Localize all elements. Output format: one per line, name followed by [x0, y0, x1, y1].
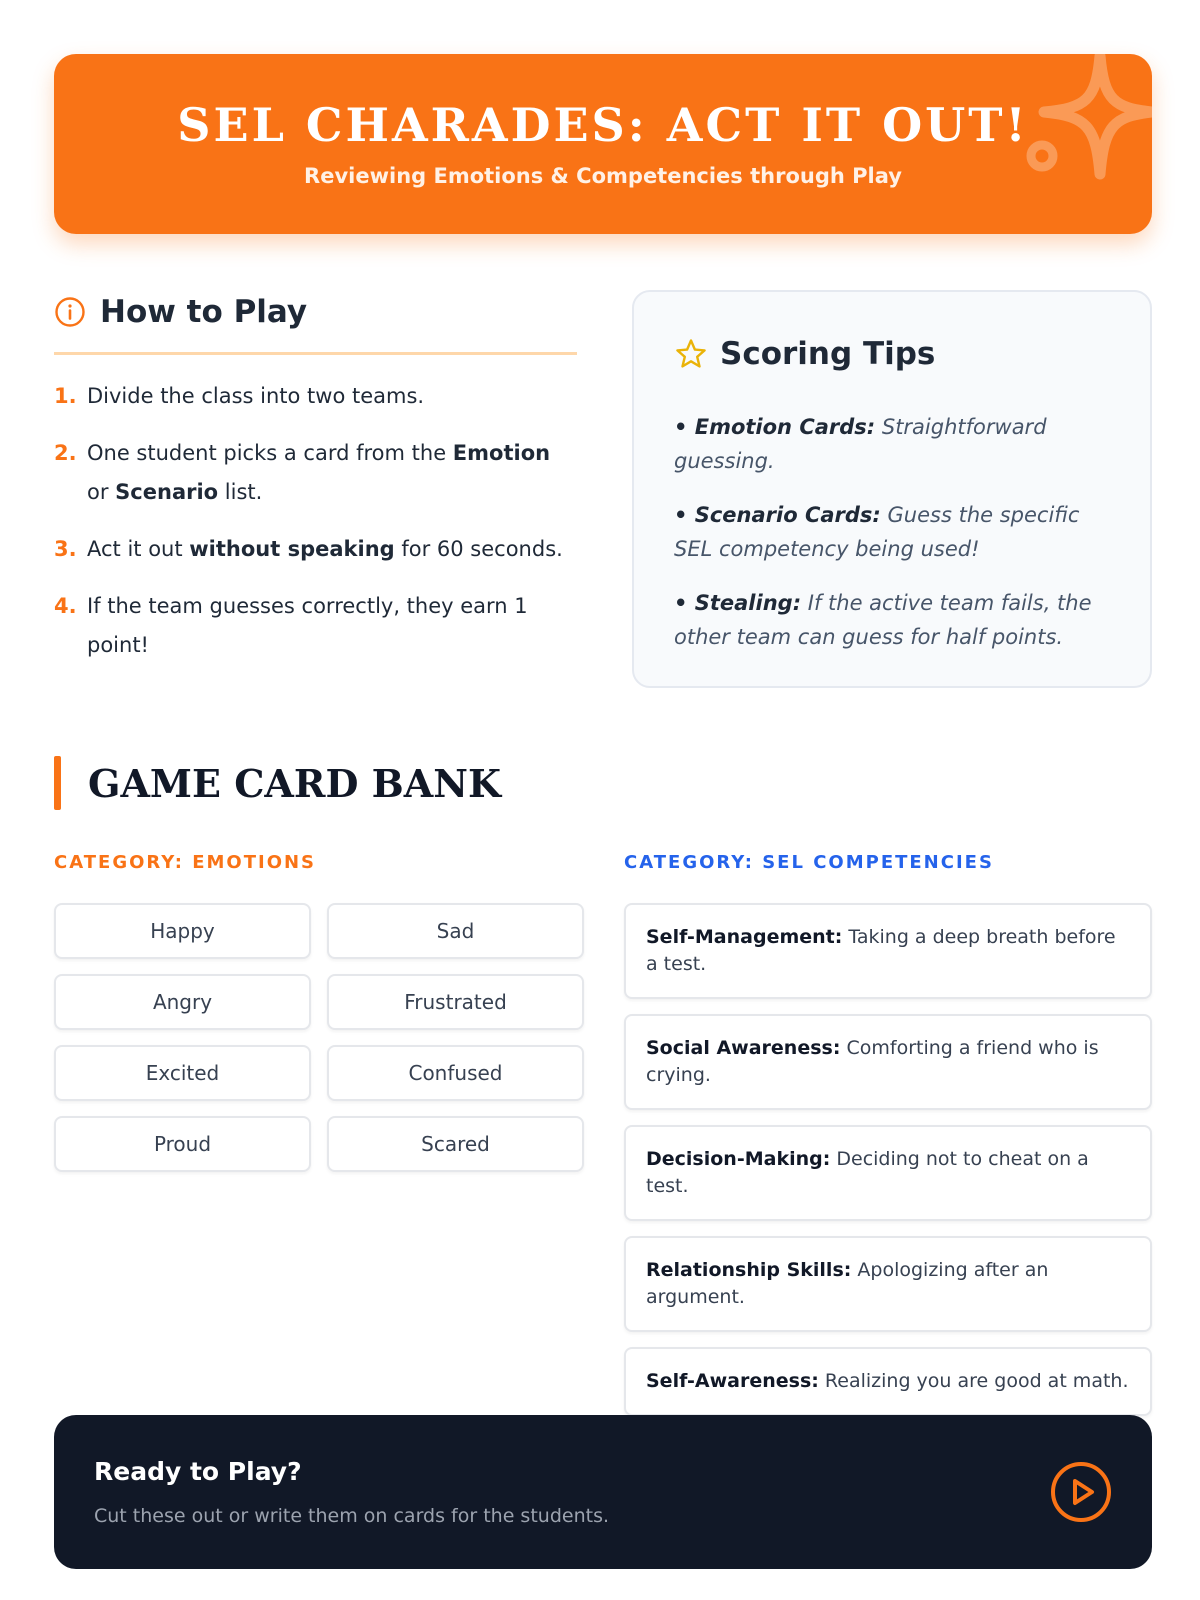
- emotion-card[interactable]: Proud: [54, 1116, 311, 1172]
- how-to-play-title: How to Play: [100, 294, 308, 330]
- competency-scenario: Deciding not to cheat on a test.: [646, 1148, 1089, 1197]
- scoring-tip: [674, 586, 1110, 654]
- step-item: [54, 587, 577, 665]
- card-bank-title: GAME CARD BANK: [88, 760, 502, 806]
- competency-name: Decision-Making:: [646, 1148, 831, 1170]
- emotion-card[interactable]: Excited: [54, 1045, 311, 1101]
- step-text-part: for 60 seconds.: [394, 537, 563, 561]
- scoring-tips-panel: [632, 290, 1152, 688]
- sel-category-label: CATEGORY: SEL COMPETENCIES: [624, 852, 994, 873]
- step-text-part: list.: [218, 480, 263, 504]
- competency-card[interactable]: [624, 1236, 1152, 1332]
- scoring-tip: [674, 410, 1110, 478]
- competency-scenario: Apologizing after an argument.: [646, 1259, 1049, 1308]
- competency-name: Self-Awareness:: [646, 1370, 819, 1392]
- competency-scenario: Comforting a friend who is crying.: [646, 1037, 1099, 1086]
- competency-scenario: Taking a deep breath before a test.: [646, 926, 1116, 975]
- step-emphasis: Scenario: [115, 480, 219, 504]
- competency-name: Self-Management:: [646, 926, 843, 948]
- emotion-card[interactable]: Frustrated: [327, 974, 584, 1030]
- competency-card[interactable]: [624, 1347, 1152, 1416]
- ready-to-play-banner: [54, 1415, 1152, 1569]
- steps-list: [54, 377, 577, 665]
- step-item: [54, 377, 577, 416]
- how-to-play-heading: [54, 288, 577, 336]
- step-text: [87, 377, 424, 416]
- page-subtitle: Reviewing Emotions & Competencies through Play: [304, 164, 902, 188]
- step-number: 2.: [54, 441, 77, 465]
- step-text-part: One student picks a card from the: [87, 441, 453, 465]
- step-text-part: If the team guesses correctly, they earn 1 point!: [87, 594, 528, 657]
- competency-card[interactable]: [624, 1125, 1152, 1221]
- title-banner: [54, 54, 1152, 234]
- footer-title: Ready to Play?: [94, 1457, 302, 1486]
- scoring-tips-heading: [674, 332, 1110, 376]
- emotion-card[interactable]: Confused: [327, 1045, 584, 1101]
- info-icon: [54, 296, 86, 328]
- footer-text: Cut these out or write them on cards for the students.: [94, 1505, 610, 1527]
- competency-name: Social Awareness:: [646, 1037, 841, 1059]
- competency-card[interactable]: [624, 903, 1152, 999]
- scoring-tip: [674, 498, 1110, 566]
- emotion-card[interactable]: Happy: [54, 903, 311, 959]
- step-text: [87, 587, 577, 665]
- step-text: [87, 530, 563, 569]
- competency-scenario: Realizing you are good at math.: [818, 1370, 1129, 1392]
- tip-text: Guess the specific SEL competency being used!: [674, 503, 1080, 561]
- emotions-category-label: CATEGORY: EMOTIONS: [54, 852, 317, 873]
- page-title: SEL CHARADES: ACT IT OUT!: [177, 98, 1029, 152]
- card-bank-heading: [54, 756, 501, 810]
- step-text-part: or: [87, 480, 116, 504]
- emotion-card[interactable]: Scared: [327, 1116, 584, 1172]
- tip-text: If the active team fails, the other team can guess for half points.: [674, 591, 1092, 649]
- step-text: [87, 434, 577, 512]
- tip-label: • Emotion Cards:: [674, 415, 876, 439]
- competency-name: Relationship Skills:: [646, 1259, 852, 1281]
- step-emphasis: without speaking: [189, 537, 395, 561]
- tip-text: Straightforward guessing.: [674, 415, 1047, 473]
- step-emphasis: Emotion: [452, 441, 551, 465]
- step-item: [54, 434, 577, 512]
- emotion-card[interactable]: Angry: [54, 974, 311, 1030]
- scoring-tips-title: Scoring Tips: [720, 336, 936, 372]
- step-text-part: Act it out: [87, 537, 190, 561]
- emotion-cards-grid: [54, 903, 584, 1172]
- step-item: [54, 530, 577, 569]
- step-number: 3.: [54, 537, 77, 561]
- step-number: 4.: [54, 594, 77, 618]
- competency-card[interactable]: [624, 1014, 1152, 1110]
- tip-label: • Stealing:: [674, 591, 802, 615]
- star-icon: [674, 337, 708, 371]
- emotion-card[interactable]: Sad: [327, 903, 584, 959]
- how-to-play-section: [54, 288, 577, 683]
- step-text-part: Divide the class into two teams.: [87, 384, 425, 408]
- play-circle-icon[interactable]: [1050, 1461, 1112, 1523]
- divider: [54, 352, 577, 355]
- heading-accent-bar: [54, 756, 61, 810]
- tip-label: • Scenario Cards:: [674, 503, 881, 527]
- step-number: 1.: [54, 384, 77, 408]
- competency-cards-list: [624, 903, 1152, 1431]
